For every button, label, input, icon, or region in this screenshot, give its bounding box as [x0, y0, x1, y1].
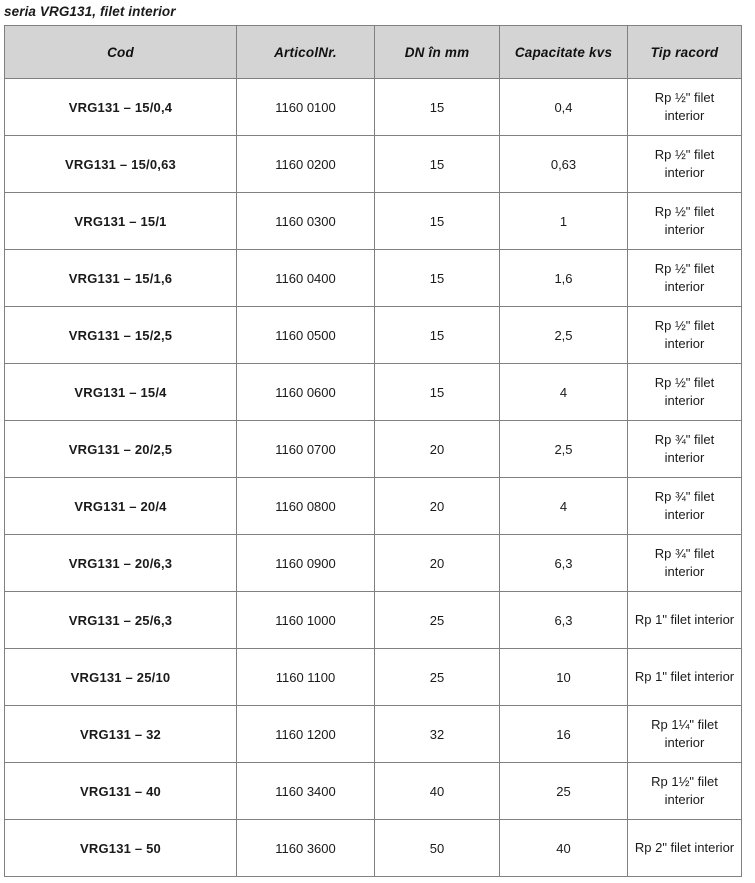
- cell-racord: Rp 1" filet interior: [628, 649, 742, 706]
- cell-cod: VRG131 – 15/4: [5, 364, 237, 421]
- cell-artnr: 1160 0200: [237, 136, 375, 193]
- cell-racord: Rp 1½" filet interior: [628, 763, 742, 820]
- cell-dn: 25: [375, 649, 500, 706]
- cell-dn: 15: [375, 136, 500, 193]
- cell-kvs: 2,5: [500, 307, 628, 364]
- cell-kvs: 6,3: [500, 592, 628, 649]
- table-header: [5, 26, 742, 79]
- cell-cod: VRG131 – 15/2,5: [5, 307, 237, 364]
- cell-racord: Rp ½" filet interior: [628, 136, 742, 193]
- column-header-kvs: Capacitate kvs: [500, 26, 628, 79]
- table-row: [5, 706, 742, 763]
- cell-artnr: 1160 0100: [237, 79, 375, 136]
- cell-racord: Rp 1" filet interior: [628, 592, 742, 649]
- cell-artnr: 1160 0900: [237, 535, 375, 592]
- cell-artnr: 1160 0700: [237, 421, 375, 478]
- cell-dn: 15: [375, 307, 500, 364]
- cell-racord: Rp ½" filet interior: [628, 364, 742, 421]
- cell-dn: 50: [375, 820, 500, 877]
- cell-racord: Rp ½" filet interior: [628, 250, 742, 307]
- cell-artnr: 1160 3400: [237, 763, 375, 820]
- cell-kvs: 4: [500, 364, 628, 421]
- cell-dn: 32: [375, 706, 500, 763]
- cell-cod: VRG131 – 50: [5, 820, 237, 877]
- table-row: [5, 193, 742, 250]
- column-header-dn: DN în mm: [375, 26, 500, 79]
- cell-racord: Rp 2" filet interior: [628, 820, 742, 877]
- cell-dn: 20: [375, 535, 500, 592]
- cell-dn: 25: [375, 592, 500, 649]
- cell-cod: VRG131 – 20/6,3: [5, 535, 237, 592]
- cell-artnr: 1160 0400: [237, 250, 375, 307]
- cell-cod: VRG131 – 15/1: [5, 193, 237, 250]
- cell-dn: 15: [375, 79, 500, 136]
- cell-artnr: 1160 0500: [237, 307, 375, 364]
- cell-dn: 20: [375, 421, 500, 478]
- cell-artnr: 1160 1200: [237, 706, 375, 763]
- cell-cod: VRG131 – 40: [5, 763, 237, 820]
- table-row: [5, 592, 742, 649]
- table-row: [5, 478, 742, 535]
- cell-cod: VRG131 – 15/1,6: [5, 250, 237, 307]
- table-row: [5, 820, 742, 877]
- cell-dn: 15: [375, 250, 500, 307]
- table-row: [5, 421, 742, 478]
- cell-cod: VRG131 – 25/10: [5, 649, 237, 706]
- cell-dn: 40: [375, 763, 500, 820]
- column-header-racord: Tip racord: [628, 26, 742, 79]
- cell-racord: Rp ¾" filet interior: [628, 421, 742, 478]
- cell-kvs: 10: [500, 649, 628, 706]
- cell-cod: VRG131 – 20/2,5: [5, 421, 237, 478]
- cell-racord: Rp ½" filet interior: [628, 307, 742, 364]
- cell-racord: Rp ¾" filet interior: [628, 478, 742, 535]
- cell-racord: Rp ¾" filet interior: [628, 535, 742, 592]
- cell-dn: 20: [375, 478, 500, 535]
- cell-artnr: 1160 1000: [237, 592, 375, 649]
- cell-artnr: 1160 1100: [237, 649, 375, 706]
- cell-cod: VRG131 – 20/4: [5, 478, 237, 535]
- cell-artnr: 1160 0300: [237, 193, 375, 250]
- cell-kvs: 40: [500, 820, 628, 877]
- cell-artnr: 1160 3600: [237, 820, 375, 877]
- cell-racord: Rp 1¼" filet interior: [628, 706, 742, 763]
- cell-kvs: 4: [500, 478, 628, 535]
- cell-racord: Rp ½" filet interior: [628, 79, 742, 136]
- cell-kvs: 1: [500, 193, 628, 250]
- product-specification-table: [4, 25, 742, 877]
- column-header-cod: Cod: [5, 26, 237, 79]
- table-row: [5, 136, 742, 193]
- cell-kvs: 16: [500, 706, 628, 763]
- table-caption: seria VRG131, filet interior: [4, 4, 176, 19]
- cell-kvs: 2,5: [500, 421, 628, 478]
- cell-kvs: 0,63: [500, 136, 628, 193]
- cell-racord: Rp ½" filet interior: [628, 193, 742, 250]
- table-row: [5, 79, 742, 136]
- cell-cod: VRG131 – 32: [5, 706, 237, 763]
- table-header-row: [5, 26, 742, 79]
- cell-dn: 15: [375, 364, 500, 421]
- table-row: [5, 649, 742, 706]
- cell-artnr: 1160 0800: [237, 478, 375, 535]
- cell-cod: VRG131 – 25/6,3: [5, 592, 237, 649]
- cell-cod: VRG131 – 15/0,63: [5, 136, 237, 193]
- cell-dn: 15: [375, 193, 500, 250]
- table-row: [5, 307, 742, 364]
- cell-kvs: 25: [500, 763, 628, 820]
- cell-kvs: 6,3: [500, 535, 628, 592]
- table-row: [5, 535, 742, 592]
- table-body: [5, 79, 742, 877]
- cell-kvs: 1,6: [500, 250, 628, 307]
- cell-kvs: 0,4: [500, 79, 628, 136]
- column-header-artnr: ArticolNr.: [237, 26, 375, 79]
- table-row: [5, 364, 742, 421]
- table-row: [5, 763, 742, 820]
- cell-cod: VRG131 – 15/0,4: [5, 79, 237, 136]
- cell-artnr: 1160 0600: [237, 364, 375, 421]
- table-row: [5, 250, 742, 307]
